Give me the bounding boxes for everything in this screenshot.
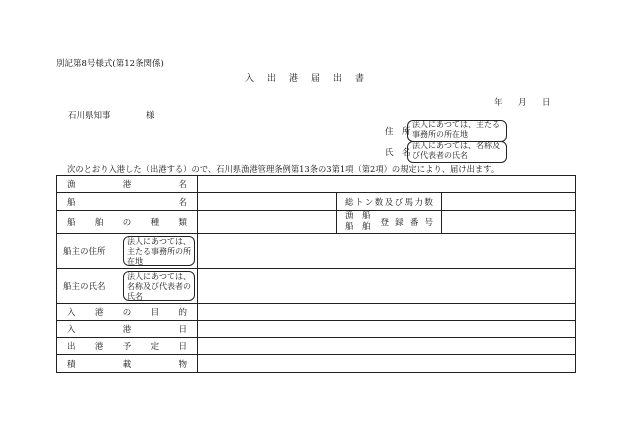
intro-text: 次のとおり入港した（出港する）ので、石川県漁港管理条例第13条の3第1項（第2項）の規定により、届け出ます。 bbox=[67, 164, 500, 174]
row-owner-address bbox=[57, 234, 576, 269]
ship-type-value[interactable] bbox=[198, 211, 337, 234]
registration-label-vessel: 船 舶 bbox=[345, 222, 371, 232]
cargo-label: 積 載 物 bbox=[57, 355, 198, 373]
cargo-value[interactable] bbox=[198, 355, 576, 373]
entry-date-label: 入 港 日 bbox=[57, 321, 198, 338]
registration-value[interactable] bbox=[442, 211, 576, 234]
purpose-label: 入 港 の 目 的 bbox=[57, 304, 198, 321]
applicant-address-note-2: 事務所の所在地 bbox=[412, 130, 468, 139]
row-owner-name bbox=[57, 269, 576, 304]
tonnage-label: 総 ト ン 数 及 び 馬 力 数 bbox=[337, 193, 442, 211]
owner-name-value[interactable] bbox=[198, 269, 576, 304]
row-purpose bbox=[57, 304, 576, 321]
row-departure-date bbox=[57, 338, 576, 355]
row-entry-date bbox=[57, 321, 576, 338]
purpose-value[interactable] bbox=[198, 304, 576, 321]
addressee-honorific: 様 bbox=[146, 111, 155, 121]
ship-name-value[interactable] bbox=[198, 193, 337, 211]
date-day: 日 bbox=[542, 98, 551, 108]
date-month: 月 bbox=[518, 98, 527, 108]
owner-address-label-cell bbox=[57, 234, 198, 269]
row-ship-name bbox=[57, 193, 576, 211]
row-fishing-port bbox=[57, 176, 576, 193]
ship-name-label: 船 名 bbox=[57, 193, 198, 211]
owner-address-value[interactable] bbox=[198, 234, 576, 269]
applicant-name-note-2: び代表者の氏名 bbox=[412, 151, 468, 160]
registration-label: 漁 船 船 舶 登 録 番 号 bbox=[337, 211, 442, 234]
tonnage-value[interactable] bbox=[442, 193, 576, 211]
owner-name-label: 船主の氏名 bbox=[63, 282, 106, 292]
owner-name-label-cell bbox=[57, 269, 198, 304]
departure-date-value[interactable] bbox=[198, 338, 576, 355]
notification-table bbox=[56, 175, 576, 373]
row-cargo bbox=[57, 355, 576, 373]
entry-date-value[interactable] bbox=[198, 321, 576, 338]
ship-type-label: 船 舶 の 種 類 bbox=[57, 211, 198, 234]
form-id: 別記第8号様式(第12条関係) bbox=[56, 59, 164, 69]
addressee-name: 石川県知事 bbox=[68, 111, 111, 121]
applicant-address-note-1: 法人にあつては、主たる bbox=[412, 120, 500, 129]
applicant-name-label: 氏 名 bbox=[385, 148, 411, 158]
departure-date-label: 出 港 予 定 日 bbox=[57, 338, 198, 355]
registration-label-fishing: 漁 船 bbox=[345, 211, 371, 221]
applicant-name-note-1: 法人にあつては、名称及 bbox=[412, 141, 500, 150]
row-ship-type bbox=[57, 211, 576, 234]
form-title: 入 出 港 届 出 書 bbox=[245, 74, 367, 84]
date-year: 年 bbox=[494, 98, 503, 108]
owner-address-note: 法人にあつては、主たる事務所の所在地 bbox=[127, 237, 191, 266]
applicant-address-label: 住 所 bbox=[385, 127, 411, 137]
owner-name-note: 法人にあつては、名称及び代表者の氏名 bbox=[127, 272, 191, 301]
fishing-port-label: 漁 港 名 bbox=[57, 176, 198, 193]
fishing-port-value[interactable] bbox=[198, 176, 576, 193]
owner-address-label: 船主の住所 bbox=[63, 247, 106, 257]
